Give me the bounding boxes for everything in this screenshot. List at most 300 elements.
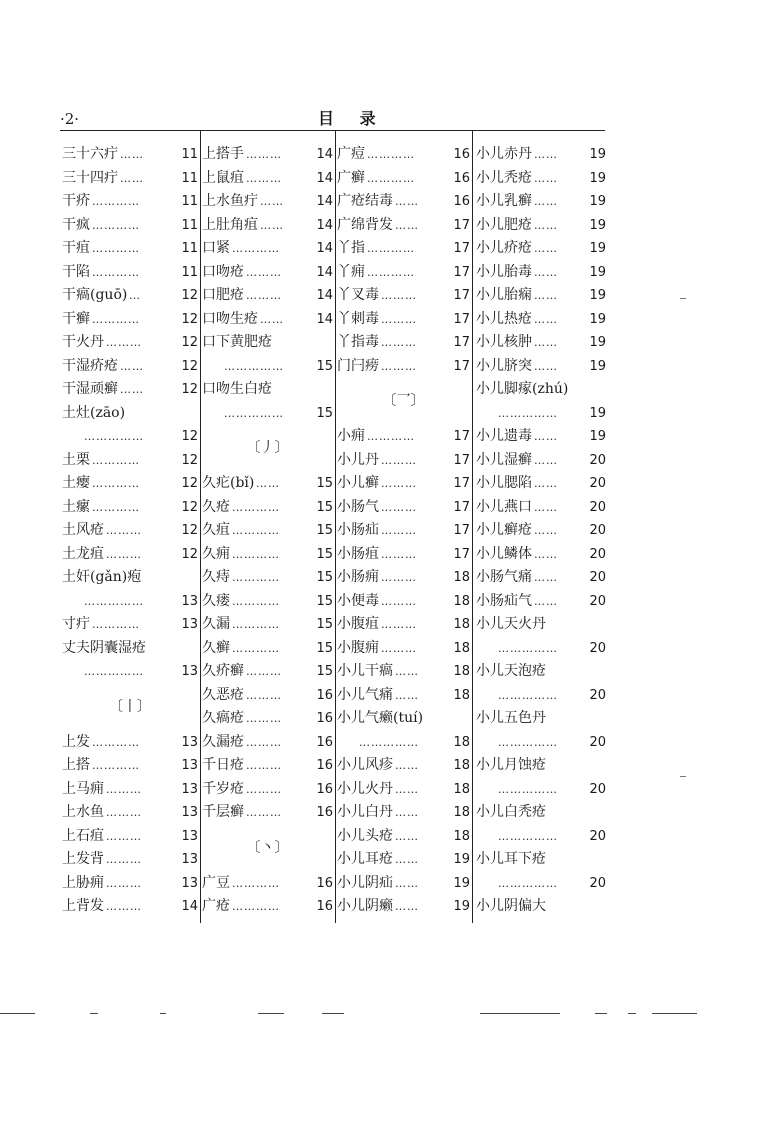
page-ref: 20 [589, 523, 606, 538]
page-ref: 17 [453, 476, 470, 491]
entry-title: 门闩痨 [337, 357, 379, 374]
toc-entry [62, 848, 198, 872]
entry-title: 小儿火丹 [337, 780, 393, 797]
entry-title: 土瘰 [62, 498, 90, 515]
scan-mark [0, 1013, 35, 1014]
entry-title: 小儿月蚀疮 [476, 757, 546, 773]
leader-dots: ………… [92, 265, 140, 279]
page-ref: 14 [316, 170, 333, 186]
page-ref: 17 [453, 452, 470, 468]
leader-dots: ……… [246, 712, 282, 725]
page-ref: 14 [181, 899, 198, 914]
entry-title: 上背发 [62, 898, 104, 914]
entry-title: 久疥癣 [202, 663, 244, 679]
toc-entry [476, 167, 606, 191]
toc-entry [62, 167, 198, 191]
entry-title: 小儿鳞体 [476, 545, 532, 562]
toc-entry-continuation [476, 402, 606, 426]
page-ref: 19 [589, 335, 606, 350]
page-ref: 13 [181, 852, 198, 867]
leader-dots: …… [395, 829, 419, 843]
toc-entry [202, 778, 333, 802]
toc-entry [476, 566, 606, 590]
entry-title: 小儿阴癞 [337, 898, 393, 914]
leader-dots: ……… [246, 148, 282, 161]
entry-title: 小儿耳疮 [337, 851, 393, 867]
page-ref: 14 [316, 264, 333, 280]
leader-dots: …… [120, 383, 144, 396]
toc-entry [62, 872, 198, 896]
toc-entry [476, 496, 606, 520]
toc-entry [476, 848, 606, 872]
page-ref: 13 [181, 617, 198, 632]
scan-mark [595, 1013, 607, 1014]
toc-entry [337, 637, 470, 661]
page-ref: 19 [589, 217, 606, 233]
leader-dots: …………… [498, 782, 558, 796]
toc-entry [202, 284, 333, 308]
leader-dots: ……… [106, 853, 142, 866]
page-ref: 15 [316, 358, 333, 374]
entry-title: 丫叉毒 [337, 287, 379, 303]
leader-dots: …… [395, 782, 419, 796]
entry-title: 小肠疽 [337, 545, 379, 562]
leader-dots: ………… [92, 500, 140, 514]
entry-title: 三十六疔 [62, 146, 118, 162]
entry-title: 小儿疥疮 [476, 240, 532, 256]
page-ref: 20 [589, 734, 606, 750]
entry-title: 上搭 [62, 757, 90, 773]
scan-mark [258, 1013, 284, 1014]
toc-entry [202, 684, 333, 708]
entry-title: 口吻生白疮 [202, 381, 272, 397]
entry-title: 口肥疮 [202, 287, 244, 303]
toc-entry [202, 237, 333, 261]
leader-dots: …… [534, 148, 558, 161]
leader-dots: …… [260, 195, 284, 208]
page-ref: 18 [453, 570, 470, 585]
leader-dots: …… [534, 571, 558, 584]
page-ref: 15 [316, 499, 333, 515]
page-ref: 20 [589, 687, 606, 703]
page-ref: 19 [589, 288, 606, 303]
toc-entry [337, 566, 470, 590]
toc-entry [62, 637, 198, 661]
page-ref: 13 [181, 828, 198, 844]
leader-dots: …… [534, 265, 558, 279]
page-ref: 11 [181, 264, 198, 280]
leader-dots: ………… [232, 242, 280, 255]
toc-entry [62, 449, 198, 473]
leader-dots: ………… [92, 218, 140, 232]
section-heading: 〔丶〕 [246, 839, 289, 856]
entry-title: 土瘿 [62, 475, 90, 491]
entry-title: 干疯 [62, 216, 90, 233]
entry-title: 上水鱼 [62, 804, 104, 820]
page-number: ·2· [60, 110, 80, 128]
section-heading: 〔丨〕 [109, 698, 151, 715]
page-ref: 16 [316, 734, 333, 750]
leader-dots: …… [534, 312, 558, 326]
leader-dots: …… [534, 336, 558, 349]
entry-title: 小儿肥疮 [476, 216, 532, 233]
leader-dots: ……… [381, 500, 417, 514]
toc-entry [202, 308, 333, 332]
page-ref: 11 [181, 241, 198, 256]
leader-dots: …… [395, 759, 419, 772]
entry-title: 小儿核肿 [476, 334, 532, 350]
page-ref: 19 [589, 147, 606, 162]
entry-title: 久癣 [202, 639, 230, 656]
entry-title: 久疮 [202, 498, 230, 515]
toc-entry [337, 848, 470, 872]
toc-entry [202, 731, 333, 755]
page-ref: 19 [589, 358, 606, 374]
leader-dots: … [129, 289, 141, 302]
leader-dots: ……… [381, 477, 417, 490]
page-ref: 20 [589, 593, 606, 609]
toc-entry [476, 895, 606, 919]
entry-title: 广绵背发 [337, 216, 393, 233]
toc-entry [337, 261, 470, 285]
page-ref: 14 [316, 217, 333, 233]
entry-title: 小儿燕口 [476, 498, 532, 515]
scan-mark [480, 1013, 560, 1014]
leader-dots: …………… [224, 359, 284, 373]
entry-title: 小儿赤丹 [476, 146, 532, 162]
toc-entry [62, 214, 198, 238]
entry-title: 土龙疽 [62, 545, 104, 562]
entry-title: 上石疽 [62, 827, 104, 844]
entry-title: 久漏 [202, 616, 230, 632]
entry-title: 口吻生疮 [202, 310, 258, 327]
leader-dots: …… [534, 359, 558, 373]
toc-entry [202, 566, 333, 590]
page-ref: 12 [181, 452, 198, 468]
entry-title: 小儿癣 [337, 475, 379, 491]
toc-entry-continuation [476, 778, 606, 802]
entry-title: 小儿耳下疮 [476, 851, 546, 867]
leader-dots: …… [395, 853, 419, 866]
entry-title: 丫指毒 [337, 334, 379, 350]
entry-title: 上搭手 [202, 146, 244, 162]
entry-title: 三十四疔 [62, 169, 118, 186]
toc-entry-continuation [202, 355, 333, 379]
page-ref: 13 [181, 664, 198, 679]
toc-entry [62, 895, 198, 919]
leader-dots: …………… [498, 829, 558, 843]
toc-entry [337, 284, 470, 308]
toc-entry [62, 543, 198, 567]
leader-dots: ………… [92, 453, 140, 467]
entry-title: 广豆 [202, 874, 230, 891]
toc-entry [337, 872, 470, 896]
entry-title: 小腹疽 [337, 616, 379, 632]
leader-dots: …… [534, 195, 558, 208]
entry-title: 小儿白丹 [337, 804, 393, 820]
entry-title: 小肠气 [337, 498, 379, 515]
page-ref: 15 [316, 405, 333, 421]
scan-mark [628, 1013, 636, 1014]
toc-entry [476, 284, 606, 308]
leader-dots: …… [395, 665, 419, 678]
leader-dots: …………… [84, 430, 144, 443]
leader-dots: …… [256, 477, 280, 490]
toc-entry-continuation [62, 660, 198, 684]
leader-dots: ………… [232, 641, 280, 655]
page-ref: 12 [181, 476, 198, 491]
page-ref: 15 [316, 523, 333, 538]
toc-entry [337, 778, 470, 802]
entry-title: 小儿五色丹 [476, 710, 546, 726]
leader-dots: ……… [381, 618, 417, 631]
leader-dots: ………… [367, 265, 415, 279]
toc-entry-continuation [476, 684, 606, 708]
leader-dots: ……… [106, 547, 142, 561]
entry-title: 丫刺毒 [337, 310, 379, 327]
page-ref: 17 [453, 217, 470, 233]
page-ref: 15 [316, 640, 333, 656]
entry-title: 上发背 [62, 851, 104, 867]
toc-entry [202, 754, 333, 778]
entry-title: 小儿脐突 [476, 357, 532, 374]
toc-entry-continuation [62, 590, 198, 614]
toc-entry [476, 214, 606, 238]
leader-dots: …………… [498, 876, 558, 890]
page-ref: 20 [589, 570, 606, 585]
toc-entry [202, 660, 333, 684]
toc-entry [337, 590, 470, 614]
toc-entry [337, 355, 470, 379]
toc-entry [476, 519, 606, 543]
entry-title: 干陷 [62, 263, 90, 280]
entry-title: 小儿湿癣 [476, 451, 532, 468]
page-ref: 11 [181, 147, 198, 162]
leader-dots: ……… [106, 876, 142, 890]
toc-entry [202, 214, 333, 238]
leader-dots: ……… [106, 782, 142, 796]
toc-entry-continuation [202, 402, 333, 426]
toc-entry [62, 825, 198, 849]
page-ref: 12 [181, 358, 198, 374]
entry-title: 上水鱼疔 [202, 193, 258, 209]
page-ref: 19 [589, 170, 606, 186]
leader-dots: …………… [498, 688, 558, 702]
leader-dots: ………… [92, 477, 140, 490]
column-divider [335, 131, 336, 923]
section-heading: 〔乛〕 [382, 393, 425, 409]
toc-entry [202, 190, 333, 214]
page-ref: 18 [453, 828, 470, 844]
leader-dots: …………… [84, 594, 144, 608]
leader-dots: ………… [367, 148, 415, 161]
toc-entry [337, 660, 470, 684]
page-ref: 12 [181, 429, 198, 444]
leader-dots: ……… [246, 289, 282, 302]
leader-dots: ……… [106, 524, 142, 537]
toc-entry [476, 543, 606, 567]
leader-dots: ………… [92, 759, 140, 772]
entry-title: 千日疮 [202, 757, 244, 773]
toc-entry [337, 684, 470, 708]
entry-title: 小儿遗毒 [476, 428, 532, 444]
toc-entry [62, 190, 198, 214]
leader-dots: ……… [381, 641, 417, 655]
page-ref: 11 [181, 217, 198, 233]
entry-title: 久恶疮 [202, 686, 244, 703]
toc-entry [62, 237, 198, 261]
entry-title: 久漏疮 [202, 733, 244, 750]
leader-dots: …… [534, 453, 558, 467]
entry-title: 小儿胎痫 [476, 287, 532, 303]
leader-dots: ……… [381, 571, 417, 584]
leader-dots: …… [534, 430, 558, 443]
page-ref: 15 [316, 593, 333, 609]
toc-column-2 [202, 143, 333, 919]
toc-entry [337, 190, 470, 214]
page-ref: 14 [316, 194, 333, 209]
toc-entry [62, 284, 198, 308]
leader-dots: …………… [359, 735, 419, 749]
leader-dots: …… [395, 806, 419, 819]
toc-entry [337, 143, 470, 167]
entry-title: 小儿阴疝 [337, 874, 393, 891]
page-ref: 17 [453, 241, 470, 256]
page-ref: 13 [181, 758, 198, 773]
entry-title: 小儿风疹 [337, 757, 393, 773]
toc-entry [337, 707, 470, 731]
leader-dots: ………… [92, 618, 140, 631]
toc-entry [62, 754, 198, 778]
toc-entry [337, 754, 470, 778]
toc-entry [476, 261, 606, 285]
toc-entry [202, 895, 333, 919]
page-ref: 17 [453, 546, 470, 562]
page-ref: 16 [316, 758, 333, 773]
toc-entry [337, 214, 470, 238]
page-ref: 18 [453, 640, 470, 656]
entry-title: 小肠气痛 [476, 569, 532, 585]
page-ref: 19 [589, 429, 606, 444]
entry-title: 小儿天火丹 [476, 616, 546, 632]
page-ref: 11 [181, 170, 198, 186]
toc-entry [337, 331, 470, 355]
toc-entry [202, 872, 333, 896]
toc-entry [476, 143, 606, 167]
page-ref: 17 [453, 311, 470, 327]
toc-entry [476, 660, 606, 684]
leader-dots: ……… [381, 453, 417, 467]
entry-title: 小痈 [337, 428, 365, 444]
column-divider [200, 131, 201, 923]
entry-title: 小肠疝 [337, 522, 379, 538]
entry-title: 上发 [62, 733, 90, 750]
toc-entry-continuation [337, 731, 470, 755]
page-ref: 18 [453, 617, 470, 632]
entry-title: 广疮结毒 [337, 193, 393, 209]
toc-entry [62, 801, 198, 825]
page-ref: 20 [589, 828, 606, 844]
page-ref: 17 [453, 523, 470, 538]
page-ref: 18 [453, 593, 470, 609]
entry-title: 干癣 [62, 310, 90, 327]
toc-entry [202, 378, 333, 402]
page-ref: 19 [589, 194, 606, 209]
leader-dots: …………… [498, 641, 558, 655]
entry-title: 干疥 [62, 193, 90, 209]
scan-mark [652, 1013, 697, 1014]
entry-title: 土风疮 [62, 522, 104, 538]
page-ref: 16 [316, 711, 333, 726]
toc-entry-continuation [476, 825, 606, 849]
entry-title: 小儿腮陷 [476, 475, 532, 491]
entry-title: 上马痈 [62, 780, 104, 797]
page-ref: 17 [453, 264, 470, 280]
toc-entry [476, 355, 606, 379]
toc-entry [337, 613, 470, 637]
toc-entry [337, 472, 470, 496]
toc-entry [476, 707, 606, 731]
toc-entry [337, 895, 470, 919]
page-ref: 18 [453, 781, 470, 797]
entry-title: 千岁疮 [202, 780, 244, 797]
leader-dots: ………… [232, 876, 280, 890]
entry-title: 干瘑(guō) [62, 287, 128, 303]
page-ref: 20 [589, 640, 606, 656]
leader-dots: ……… [246, 806, 282, 819]
entry-title: 小肠痈 [337, 569, 379, 585]
entry-title: 广癣 [337, 169, 365, 186]
entry-title: 上鼠疽 [202, 169, 244, 186]
toc-column-3 [337, 143, 470, 919]
leader-dots: …… [395, 900, 419, 913]
page-ref: 17 [453, 335, 470, 350]
toc-entry [337, 825, 470, 849]
entry-title: 上胁痈 [62, 874, 104, 891]
leader-dots: ……… [106, 806, 142, 819]
leader-dots: ………… [367, 242, 415, 255]
toc-entry [476, 449, 606, 473]
leader-dots: ……… [381, 312, 417, 326]
entry-title: 口紧 [202, 240, 230, 256]
page-ref: 12 [181, 523, 198, 538]
page-ref: 20 [589, 499, 606, 515]
page-ref: 13 [181, 781, 198, 797]
page-ref: 19 [453, 875, 470, 891]
leader-dots: ………… [232, 594, 280, 608]
page-ref: 19 [589, 311, 606, 327]
page-ref: 15 [316, 570, 333, 585]
toc-entry [62, 378, 198, 402]
page-ref: 15 [316, 617, 333, 632]
page-ref: 18 [453, 687, 470, 703]
toc-entry [476, 425, 606, 449]
entry-title: 小儿胎毒 [476, 263, 532, 280]
toc-entry [337, 496, 470, 520]
page-title: 目 录 [318, 109, 386, 128]
toc-entry [476, 801, 606, 825]
leader-dots: …………… [498, 735, 558, 749]
page-ref: 18 [453, 664, 470, 679]
entry-title: 丫痈 [337, 263, 365, 280]
scan-mark [680, 776, 686, 777]
entry-title: 小儿丹 [337, 451, 379, 468]
toc-entry [476, 331, 606, 355]
leader-dots: …… [534, 594, 558, 608]
entry-title: 广疮 [202, 898, 230, 914]
entry-title: 土奸(gǎn)疱 [62, 569, 142, 585]
page-ref: 13 [181, 805, 198, 820]
